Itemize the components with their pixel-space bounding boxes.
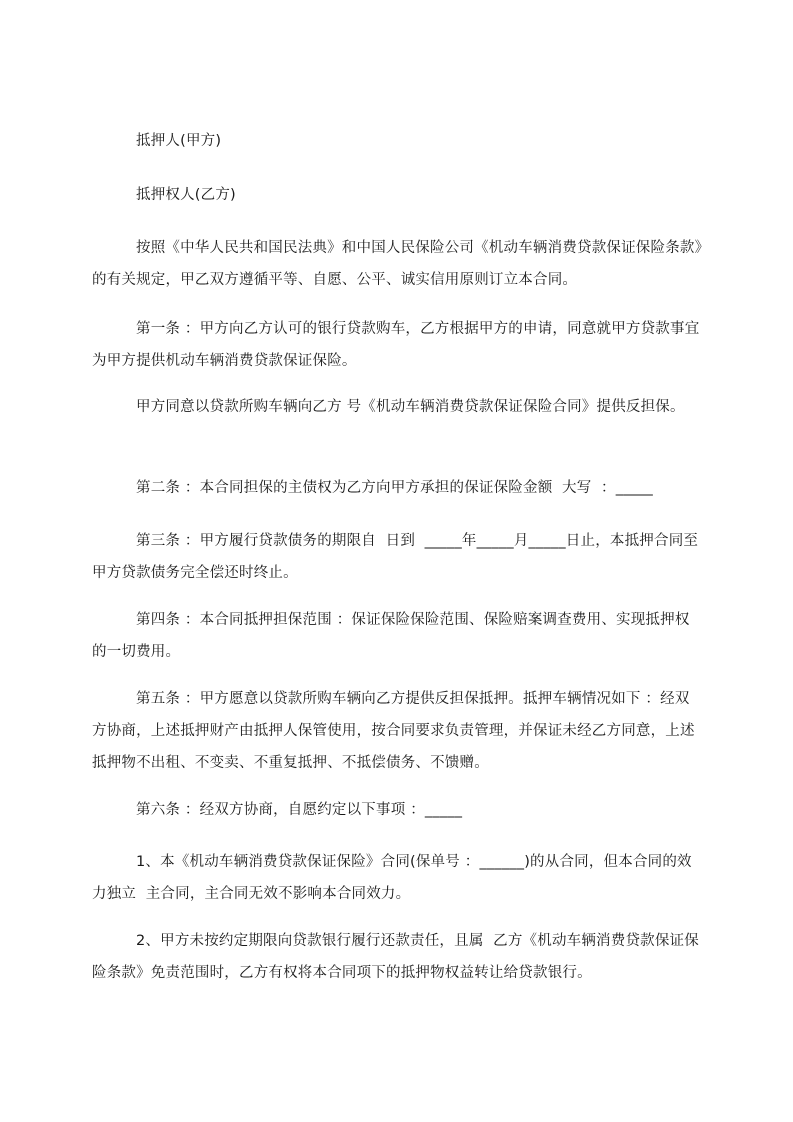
article-2-paragraph: 第二条 ：本合同担保的主债权为乙方向甲方承担的保证保险金额 大写 ：_____ xyxy=(136,480,653,496)
party-a-line: 抵押人(甲方) xyxy=(136,133,222,149)
item-2-paragraph: 2、甲方未按约定期限向贷款银行履行还款责任，且属 乙方《机动车辆消费贷款保证保险条款》免责范围时，乙方有权将本合同项下的抵押物权益转让给贷款银行。 xyxy=(92,933,699,981)
article-1-continuation: 甲方同意以贷款所购车辆向乙方 号《机动车辆消费贷款保证保险合同》提供反担保。 xyxy=(136,399,685,415)
article-1-paragraph: 第一条 ：甲方向乙方认可的银行贷款购车，乙方根据甲方的申请，同意就甲方贷款事宜为甲方提供机动车辆消费贷款保证保险。 xyxy=(92,321,700,369)
item-1-paragraph: 1、本《机动车辆消费贷款保证保险》合同(保单号 ：______)的从合同，但本合同的效力独立 主合同，主合同无效不影响本合同效力。 xyxy=(92,854,692,902)
party-b-line: 抵押权人(乙方) xyxy=(136,187,236,203)
article-3-paragraph: 第三条 ：甲方履行贷款债务的期限自 日到 _____年_____月_____日止，本抵押合同至甲方贷款债务完全偿还时终止。 xyxy=(92,533,699,581)
preamble-paragraph: 按照《中华人民共和国民法典》和中国人民保险公司《机动车辆消费贷款保证保险条款》的有关规定，甲乙双方遵循平等、自愿、公平、诚实信用原则订立本合同。 xyxy=(92,240,703,288)
article-5-paragraph: 第五条 ：甲方愿意以贷款所购车辆向乙方提供反担保抵押。抵押车辆情况如下 ：经双方协商，上述抵押财产由抵押人保管使用，按合同要求负责管理，并保证未经乙方同意，上述抵押物不出租、不变卖、不重复抵押、不抵偿债务、不馈赠。 xyxy=(92,691,695,771)
article-6-paragraph: 第六条 ：经双方协商，自愿约定以下事项 ：_____ xyxy=(136,802,463,818)
article-4-paragraph: 第四条 ：本合同抵押担保范围 ：保证保险保险范围、保险赔案调查费用、实现抵押权的一切费用。 xyxy=(92,612,690,660)
